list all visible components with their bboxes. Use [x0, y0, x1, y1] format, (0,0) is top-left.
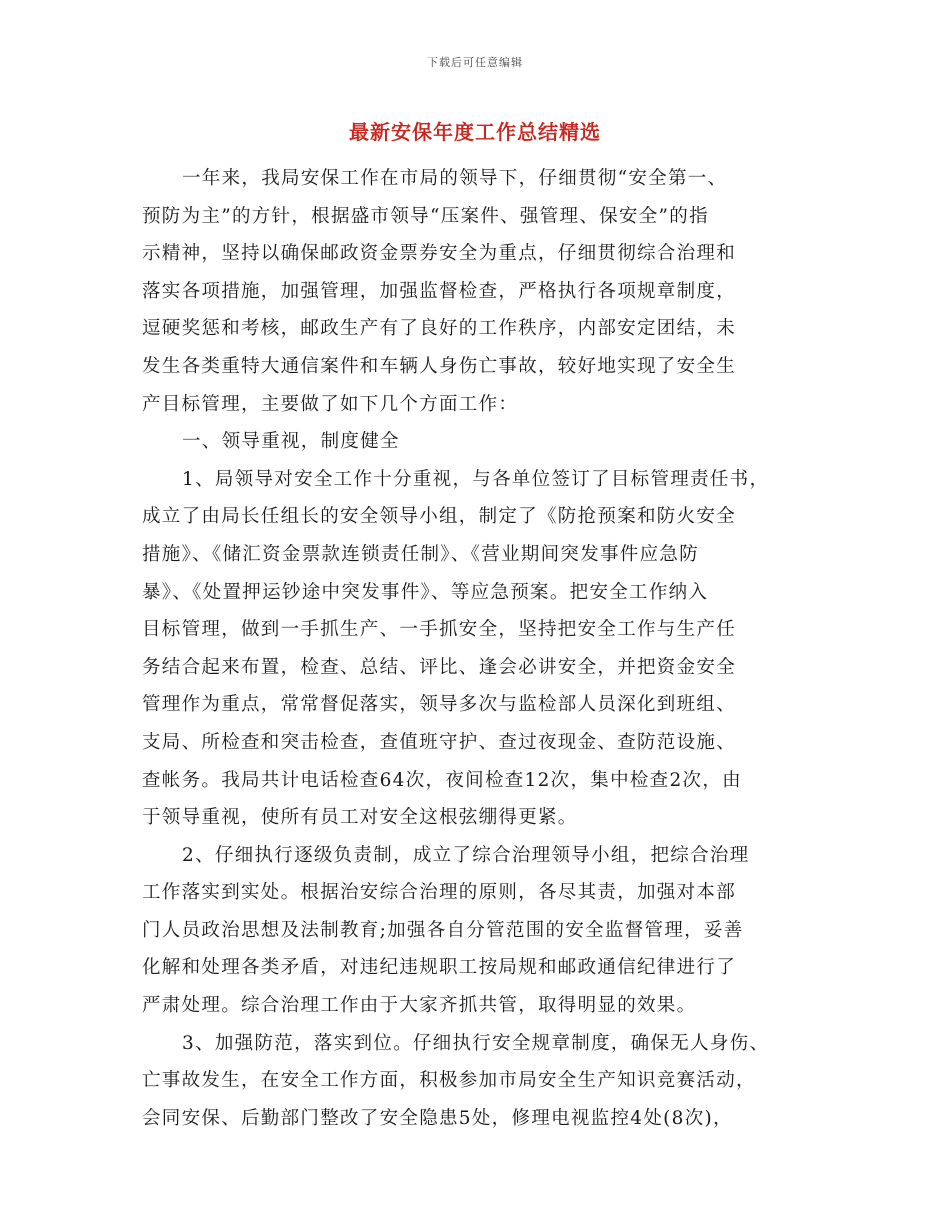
- paragraph-line: 措施》、《储汇资金票款连锁责任制》、《营业期间突发事件应急防: [142, 543, 700, 565]
- paragraph-line: 务结合起来布置，检查、总结、评比、逢会必讲安全，并把资金安全: [142, 656, 737, 678]
- paragraph-line: 工作落实到实处。根据治安综合治理的原则，各尽其责，加强对本部: [142, 882, 737, 904]
- paragraph-line: 化解和处理各类矛盾，对违纪违规职工按局规和邮政通信纪律进行了: [142, 957, 737, 979]
- paragraph-line: 1、局领导对安全工作十分重视，与各单位签订了目标管理责任书，: [182, 468, 770, 490]
- document-title: 最新安保年度工作总结精选: [349, 120, 601, 144]
- paragraph-line: 门人员政治思想及法制教育;加强各自分管范围的安全监督管理，妥善: [142, 919, 744, 941]
- paragraph-line: 支局、所检查和突击检查，查值班守护、查过夜现金、查防范设施、: [142, 731, 737, 753]
- paragraph-line: 于领导重视，使所有员工对安全这根弦绷得更紧。: [142, 807, 578, 829]
- paragraph-line: 一年来，我局安保工作在市局的领导下，仔细贯彻“安全第一、: [182, 168, 728, 189]
- paragraph-line: 管理作为重点，常常督促落实，领导多次与监检部人员深化到班组、: [142, 694, 737, 716]
- document-body: [142, 160, 822, 1137]
- paragraph-line: 逗硬奖惩和考核，邮政生产有了良好的工作秩序，内部安定团结，未: [142, 318, 737, 340]
- section-heading: 一、领导重视，制度健全: [182, 431, 400, 453]
- paragraph-line: 亡事故发生，在安全工作方面，积极参加市局安全生产知识竞赛活动，: [142, 1070, 756, 1092]
- paragraph-line: 成立了由局长任组长的安全领导小组，制定了《防抢预案和防火安全: [142, 506, 737, 528]
- paragraph-line: 目标管理，做到一手抓生产、一手抓安全，坚持把安全工作与生产任: [142, 619, 737, 641]
- paragraph-line: 预防为主”的方针，根据盛市领导“压案件、强管理、保安全”的指: [142, 205, 709, 227]
- paragraph-line: 暴》、《处置押运钞途中突发事件》、等应急预案。把安全工作纳入: [142, 581, 709, 603]
- paragraph-line: 3、加强防范，落实到位。仔细执行安全规章制度，确保无人身伤、: [182, 1032, 770, 1054]
- paragraph-line: 2、仔细执行逐级负责制，成立了综合治理领导小组，把综合治理: [182, 844, 750, 866]
- paragraph-line: 严肃处理。综合治理工作由于大家齐抓共管，取得明显的效果。: [142, 995, 697, 1017]
- page-header-note: 下载后可任意编辑: [427, 56, 523, 69]
- paragraph-line: 发生各类重特大通信案件和车辆人身伤亡事故，较好地实现了安全生: [142, 355, 737, 377]
- paragraph-line: 落实各项措施，加强管理，加强监督检查，严格执行各项规章制度，: [142, 280, 737, 302]
- paragraph-line: 产目标管理，主要做了如下几个方面工作：: [142, 393, 519, 415]
- paragraph-line: 会同安保、后勤部门整改了安全隐患5处，修理电视监控4处(8次)，: [142, 1107, 733, 1129]
- paragraph-line: 查帐务。我局共计电话检查64次，夜间检查12次，集中检查2次，由: [142, 769, 742, 791]
- paragraph-line: 示精神，坚持以确保邮政资金票券安全为重点，仔细贯彻综合治理和: [142, 243, 737, 265]
